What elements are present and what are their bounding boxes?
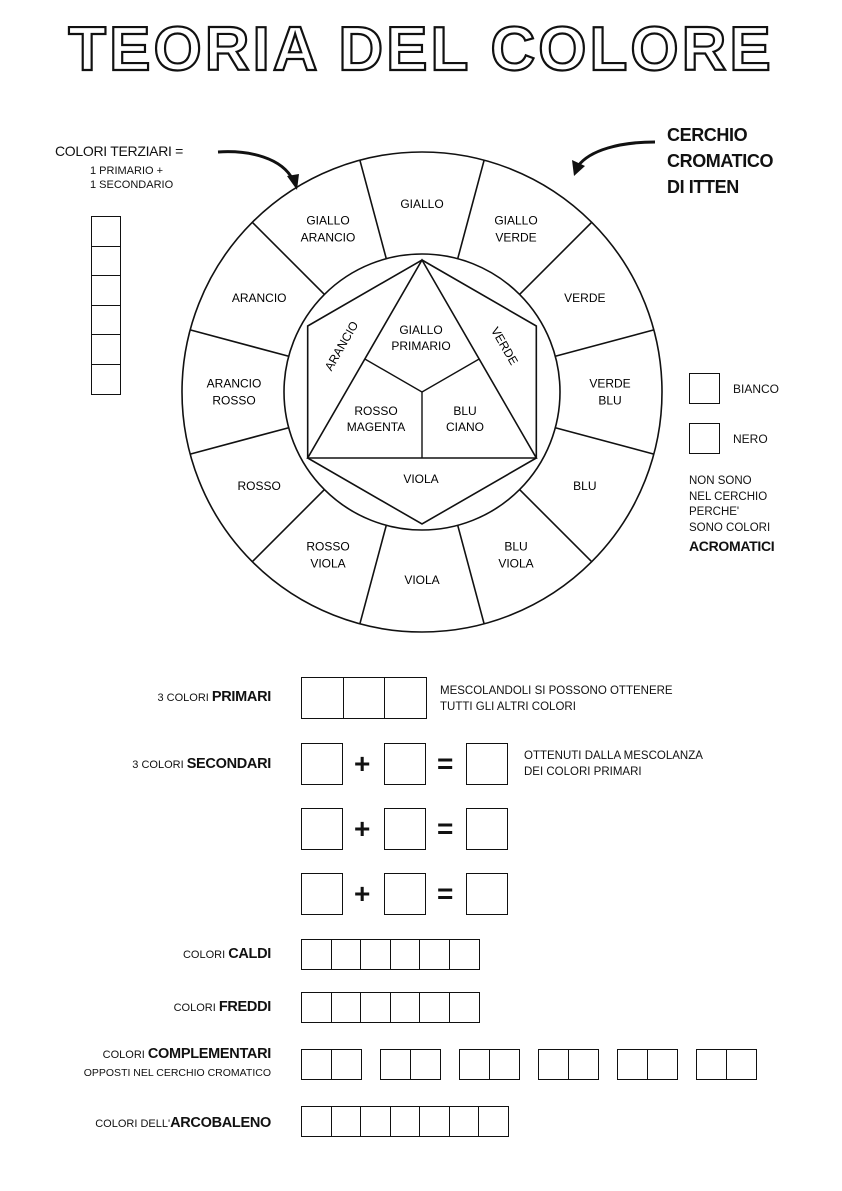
outer-segment-labels: [207, 197, 631, 587]
complementari-pair: [617, 1049, 678, 1080]
bianco-box[interactable]: [689, 373, 720, 404]
primari-label: [157, 689, 271, 705]
arcobaleno-box[interactable]: [331, 1106, 362, 1137]
primari-bold: PRIMARI: [211, 689, 271, 705]
arcobaleno-boxes: [301, 1106, 509, 1137]
secondari-box[interactable]: [384, 808, 426, 850]
arcobaleno-box[interactable]: [360, 1106, 391, 1137]
complementari-label: [103, 1046, 271, 1062]
segment-divider: [360, 160, 386, 259]
complementari-pair: [538, 1049, 599, 1080]
caldi-box[interactable]: [390, 939, 421, 970]
primari-box[interactable]: [301, 677, 344, 719]
segment-divider: [458, 525, 484, 624]
arcobaleno-box[interactable]: [390, 1106, 421, 1137]
outer-segment-label: ARANCIO: [206, 376, 262, 391]
caldi-bold: CALDI: [228, 946, 271, 962]
caldi-box[interactable]: [419, 939, 450, 970]
freddi-boxes: [301, 992, 480, 1023]
complementari-pair: [696, 1049, 757, 1080]
freddi-label: [174, 999, 271, 1015]
itten-line1: CERCHIO: [667, 125, 748, 145]
secondari-bold: SECONDARI: [186, 756, 271, 772]
plus-sign: +: [354, 813, 371, 844]
inner-left-label-1: ROSSO: [354, 404, 398, 418]
equals-sign: =: [437, 813, 454, 844]
bianco-label: BIANCO: [733, 382, 780, 396]
outer-segment-label: ARANCIO: [300, 230, 356, 245]
equals-sign: =: [437, 748, 454, 779]
arcobaleno-prefix: COLORI DELL': [95, 1118, 171, 1130]
outer-segment-label: VERDE: [495, 230, 537, 245]
caldi-label: [183, 946, 271, 962]
outer-segment-label: BLU: [504, 539, 528, 554]
secondari-box[interactable]: [301, 808, 343, 850]
terziari-box[interactable]: [91, 364, 121, 395]
outer-segment-label: VIOLA: [404, 573, 440, 587]
secondari-prefix: 3 COLORI: [132, 759, 187, 771]
outer-segment-label: ROSSO: [212, 393, 256, 408]
freddi-bold: FREDDI: [218, 999, 271, 1015]
secondari-note: [524, 748, 703, 780]
primari-box[interactable]: [343, 677, 386, 719]
itten-line2: CROMATICO: [667, 151, 774, 171]
acromatici-note-line: NEL CERCHIO: [689, 490, 768, 503]
terziari-label: COLORI TERZIARI =: [55, 143, 184, 159]
arcobaleno-label: [95, 1115, 271, 1131]
outer-segment-label: ARANCIO: [231, 291, 287, 305]
secondari-note-line2: DEI COLORI PRIMARI: [524, 766, 642, 778]
primari-note: [440, 683, 673, 715]
segment-divider: [555, 330, 654, 356]
primari-box[interactable]: [384, 677, 427, 719]
caldi-prefix: COLORI: [182, 949, 229, 961]
inner-top-label-1: GIALLO: [399, 323, 443, 337]
secondari-box[interactable]: [301, 873, 343, 915]
arcobaleno-box[interactable]: [449, 1106, 480, 1137]
secondari-label: [132, 756, 271, 772]
plus-sign: +: [354, 878, 371, 909]
terziari-box[interactable]: [91, 275, 121, 306]
outer-segment-label: GIALLO: [494, 213, 538, 228]
inner-side-left-label: ARANCIO: [321, 318, 362, 374]
nero-label: NERO: [733, 432, 768, 446]
caldi-box[interactable]: [301, 939, 332, 970]
freddi-box[interactable]: [301, 992, 332, 1023]
primari-prefix: 3 COLORI: [157, 692, 212, 704]
segment-divider: [190, 428, 289, 454]
primary-divider: [422, 359, 479, 392]
wheel-structure: [182, 152, 662, 632]
nero-box[interactable]: [689, 423, 720, 454]
arcobaleno-box[interactable]: [301, 1106, 332, 1137]
caldi-box[interactable]: [360, 939, 391, 970]
terziari-line2: 1 SECONDARIO: [90, 179, 174, 191]
outer-segment-label: VIOLA: [310, 556, 346, 571]
secondari-box[interactable]: [301, 743, 343, 785]
freddi-box[interactable]: [331, 992, 362, 1023]
complementari-box[interactable]: [410, 1049, 441, 1080]
terziari-box[interactable]: [91, 334, 121, 365]
terziari-box[interactable]: [91, 305, 121, 336]
acromatici-emphasis: ACROMATICI: [689, 538, 775, 554]
freddi-box[interactable]: [449, 992, 480, 1023]
outer-segment-label: GIALLO: [306, 213, 350, 228]
complementari-box[interactable]: [617, 1049, 648, 1080]
secondari-result-box[interactable]: [466, 743, 508, 785]
arcobaleno-bold: ARCOBALENO: [170, 1115, 271, 1131]
inner-right-label-2: CIANO: [445, 420, 485, 434]
primari-boxes: [301, 677, 427, 719]
complementari-box[interactable]: [301, 1049, 332, 1080]
itten-line3: DI ITTEN: [667, 177, 739, 197]
segment-divider: [520, 490, 592, 562]
caldi-box[interactable]: [449, 939, 480, 970]
caldi-boxes: [301, 939, 480, 970]
inner-right-label-1: BLU: [453, 404, 477, 418]
complementari-box[interactable]: [331, 1049, 362, 1080]
acromatici-note: [689, 474, 774, 556]
title-text: TEORIA DEL COLORE: [68, 15, 774, 84]
complementari-pair: [380, 1049, 441, 1080]
segment-divider: [190, 330, 289, 356]
complementari-box[interactable]: [726, 1049, 757, 1080]
outer-segment-label: VERDE: [564, 291, 606, 305]
complementari-box[interactable]: [538, 1049, 569, 1080]
plus-sign: +: [354, 748, 371, 779]
outer-segment-label: VIOLA: [498, 556, 534, 571]
segment-divider: [360, 525, 386, 624]
secondari-note-line1: OTTENUTI DALLA MESCOLANZA: [524, 750, 703, 762]
inner-side-right-label: VERDE: [488, 324, 521, 368]
acromatici-note-line: PERCHE': [689, 506, 740, 518]
outer-segment-label: BLU: [598, 393, 622, 408]
acromatici-note-line: SONO COLORI: [689, 521, 771, 534]
arcobaleno-box[interactable]: [478, 1106, 509, 1137]
outer-segment-label: GIALLO: [400, 197, 444, 211]
complementari-box[interactable]: [647, 1049, 678, 1080]
secondari-box[interactable]: [384, 743, 426, 785]
terziari-line1: 1 PRIMARIO +: [90, 165, 164, 177]
complementari-box[interactable]: [380, 1049, 411, 1080]
outer-segment-label: BLU: [573, 479, 597, 493]
complementari-pair: [459, 1049, 520, 1080]
freddi-box[interactable]: [390, 992, 421, 1023]
complementari-pair: [301, 1049, 362, 1080]
complementari-box[interactable]: [568, 1049, 599, 1080]
inner-top-label-2: PRIMARIO: [391, 339, 451, 353]
caldi-box[interactable]: [331, 939, 362, 970]
complementari-box[interactable]: [459, 1049, 490, 1080]
outer-segment-label: ROSSO: [306, 539, 350, 554]
freddi-box[interactable]: [360, 992, 391, 1023]
color-wheel: [180, 150, 664, 634]
secondari-result-box[interactable]: [466, 873, 508, 915]
freddi-box[interactable]: [419, 992, 450, 1023]
equals-sign: =: [437, 878, 454, 909]
segment-divider: [458, 160, 484, 259]
inner-left-label-2: MAGENTA: [346, 420, 406, 434]
outer-segment-label: ROSSO: [237, 479, 281, 493]
inner-bottom-label: VIOLA: [403, 472, 439, 486]
primari-note-line2: TUTTI GLI ALTRI COLORI: [440, 701, 576, 713]
segment-divider: [555, 428, 654, 454]
primary-divider: [365, 359, 422, 392]
arcobaleno-box[interactable]: [419, 1106, 450, 1137]
complementari-bold: COMPLEMENTARI: [147, 1046, 271, 1062]
secondari-box[interactable]: [384, 873, 426, 915]
complementari-sub: OPPOSTI NEL CERCHIO CROMATICO: [83, 1067, 271, 1079]
primari-note-line1: MESCOLANDOLI SI POSSONO OTTENERE: [440, 685, 673, 697]
acromatici-note-line: NON SONO: [689, 475, 752, 487]
complementari-box[interactable]: [489, 1049, 520, 1080]
freddi-prefix: COLORI: [173, 1002, 219, 1014]
complementari-prefix: COLORI: [102, 1049, 148, 1061]
complementari-box[interactable]: [696, 1049, 727, 1080]
secondari-result-box[interactable]: [466, 808, 508, 850]
outer-segment-label: VERDE: [589, 376, 631, 391]
